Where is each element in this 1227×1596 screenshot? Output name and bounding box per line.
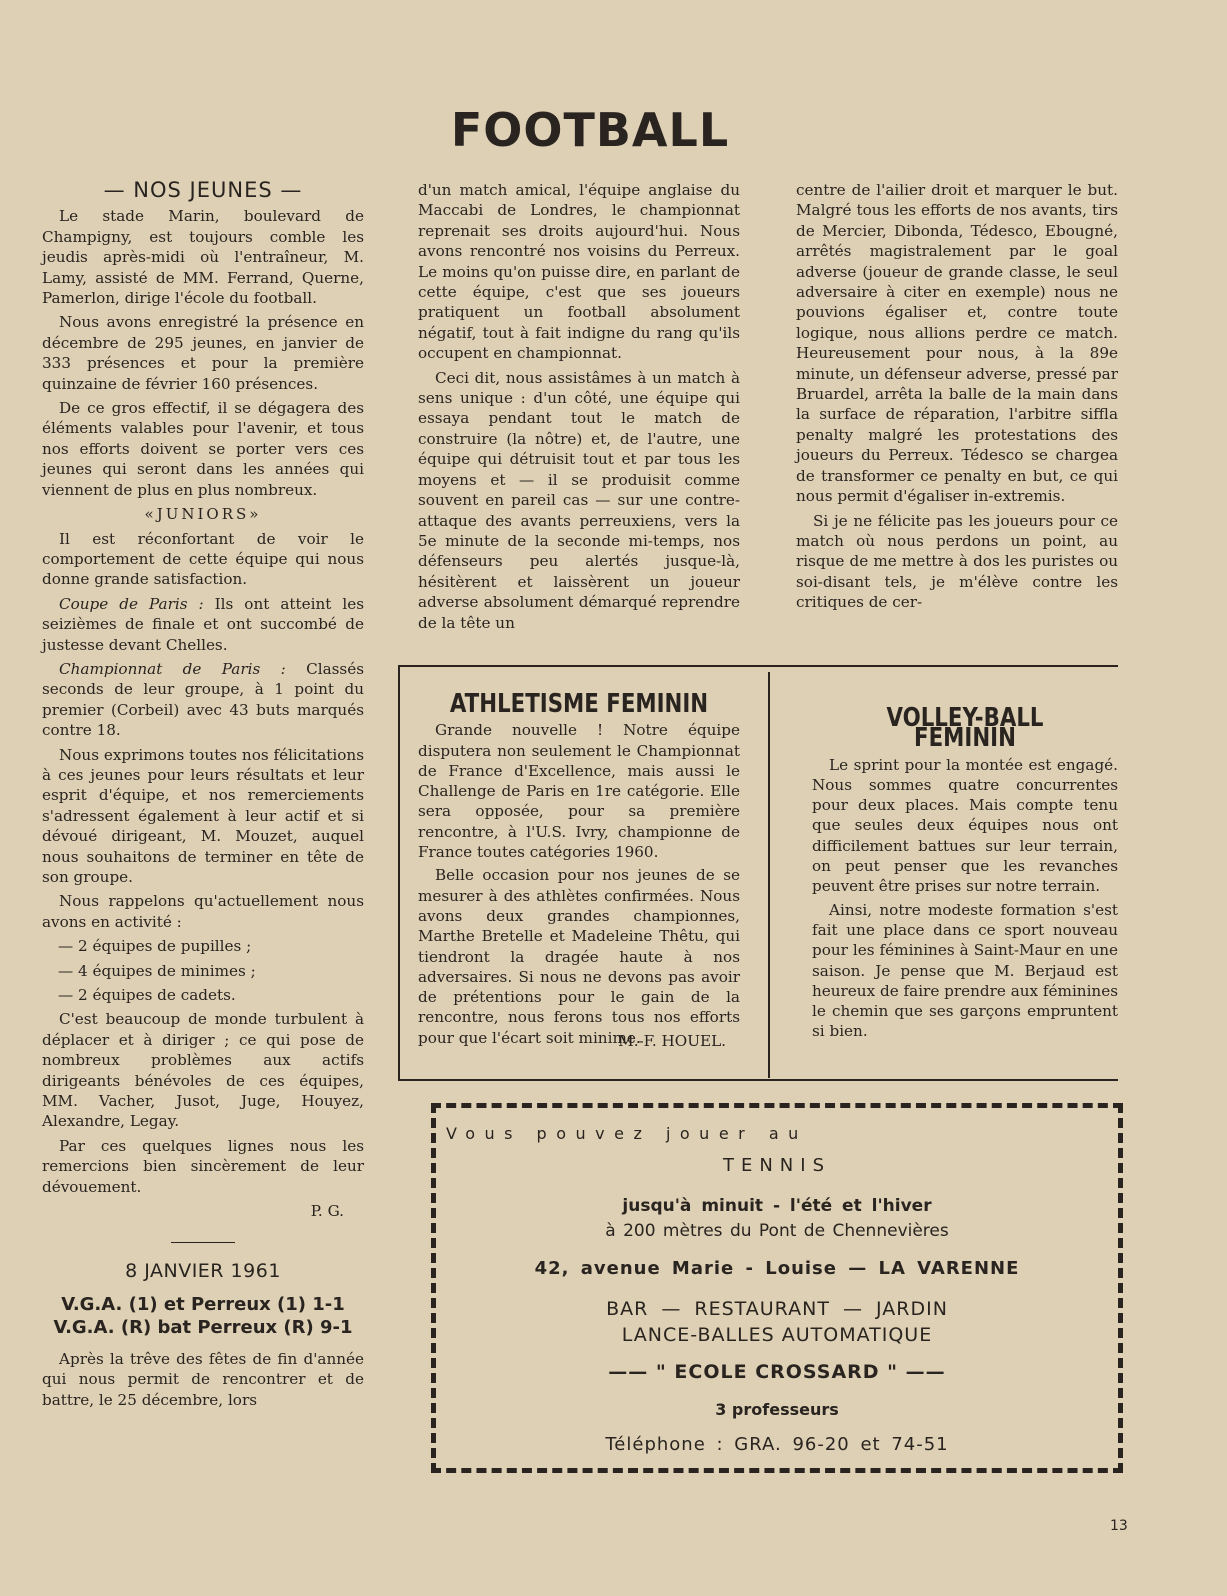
column-match-report xyxy=(418,180,740,637)
paragraph: centre de l'ailier droit et marquer le but. Malgré tous les efforts de nos avants, tirs de Mercier, Dibonda, Tédesco, Ebougné, arrêtés magistralement par le goal adverse (joueur de grande classe, le seul adversaire à citer en exemple) nous ne pouvions égaliser et, contre toute logique, nous allions perdre ce match. Heureusement pour nous, à la 89e minute, un défenseur adverse, pressé par Bruardel, arrêta la balle de la main dans la surface de réparation, l'arbitre siffla penalty malgré les protestations des joueurs du Perreux. Tédesco se chargea de transformer ce penalty en but, ce qui nous permit d'égaliser in-extremis. xyxy=(796,181,1118,506)
heading-volley-ball-feminin: VOLLEY-BALL FEMININ xyxy=(886,703,1044,754)
paragraph: Après la trêve des fêtes de fin d'année qui nous permit de rencontrer et de battre, le 25 décembre, lors xyxy=(42,1349,364,1409)
rule-bottom xyxy=(398,1079,1118,1081)
article-volley-ball-feminin xyxy=(812,703,1118,1045)
paragraph: Nous exprimons toutes nos félicitations à ces jeunes pour leurs résultats et leur esprit d'équipe, et nos remerciements s'adressent également à leur actif et si dévoué dirigeant, M. Mouzet, auquel nous souhaitons de terminer en tête de son groupe. xyxy=(42,745,364,886)
match-score-reserve: V.G.A. (R) bat Perreux (R) 9-1 xyxy=(53,1317,353,1339)
advertisement-tennis xyxy=(431,1103,1123,1473)
paragraph: Ainsi, notre modeste formation s'est fait une place dans ce sport nouveau pour les féminines à Saint-Maur en une saison. Je pense que M. Berjaud est heureux de faire prendre aux féminines le chemin que ses garçons empruntent si bien. xyxy=(812,900,1118,1041)
paragraph: Nous rappelons qu'actuellement nous avons en activité : xyxy=(42,892,364,931)
ad-line-lance-balles: LANCE-BALLES AUTOMATIQUE xyxy=(621,1324,933,1346)
rule-top xyxy=(398,665,1118,667)
paragraph-text: Classés seconds de leur groupe, à 1 point du premier (Corbeil) avec 43 buts marqués contre 18. xyxy=(42,659,364,740)
paragraph: Par ces quelques lignes nous les remercions bien sincèrement de leur dévouement. xyxy=(42,1136,364,1196)
match-date: 8 JANVIER 1961 xyxy=(125,1259,281,1282)
ad-line-tennis: TENNIS xyxy=(722,1155,832,1176)
column-match-report-continued xyxy=(796,180,1118,617)
signature-pg: P. G. xyxy=(310,1202,344,1221)
paragraph: Belle occasion pour nos jeunes de se mesurer à des athlètes confirmées. Nous avons deux grandes championnes, Marthe Bretelle et Madeleine Thêtu, qui tiendront la dragée haute à nos adversaires. Si nous ne devons pas avoir de prétentions pour le gain de la rencontre, nous ferons tous nos efforts pour que l'écart soit minime. xyxy=(418,866,740,1047)
column-nos-jeunes xyxy=(42,180,364,1414)
paragraph: Le sprint pour la montée est engagé. Nous sommes quatre concurrentes pour deux places. Mais compte tenu que seules deux équipes nous ont difficilement battues sur leur terrain, on peut penser que les revanches peuvent être prises sur notre terrain. xyxy=(812,755,1118,896)
paragraph: Il est réconfortant de voir le comportement de cette équipe qui nous donne grande satisfaction. xyxy=(42,529,364,589)
page-number: 13 xyxy=(1110,1518,1128,1534)
ad-line-intro: Vous pouvez jouer au xyxy=(446,1124,808,1143)
paragraph: Le stade Marin, boulevard de Champigny, est toujours comble les jeudis après-midi où l'entraîneur, M. Lamy, assisté de MM. Ferrand, Querne, Pamerlon, dirige l'école du football. xyxy=(42,207,364,308)
list-item: — 4 équipes de minimes ; xyxy=(58,961,256,980)
paragraph: Nous avons enregistré la présence en décembre de 295 jeunes, en janvier de 333 présences et pour la première quinzaine de février 160 présences. xyxy=(42,313,364,393)
heading-athletisme-feminin: ATHLETISME FEMININ xyxy=(449,689,709,719)
list-item: — 2 équipes de cadets. xyxy=(58,986,236,1005)
paragraph: d'un match amical, l'équipe anglaise du Maccabi de Londres, le championnat reprenait ses droits aujourd'hui. Nous avons rencontré nos voisins du Perreux. Le moins qu'on puisse dire, en parlant de cette équipe, c'est que ses joueurs pratiquent un football absolument négatif, tout à fait indigne du rang qu'ils occupent en championnat. xyxy=(418,181,740,363)
paragraph: De ce gros effectif, il se dégagera des éléments valables pour l'avenir, et tous nos efforts doivent se porter vers ces jeunes qui seront dans les années qui viennent de plus en plus nombreux. xyxy=(42,399,364,499)
label-coupe-de-paris: Coupe de Paris : xyxy=(59,594,204,613)
label-championnat-de-paris: Championnat de Paris : xyxy=(59,659,286,678)
page-title: FOOTBALL xyxy=(450,103,730,157)
ad-line-hours: jusqu'à minuit - l'été et l'hiver xyxy=(622,1196,932,1216)
paragraph: Grande nouvelle ! Notre équipe disputera non seulement le Championnat de France d'Excellence, mais aussi le Challenge de Paris en 1re catégorie. Elle sera opposée, pour sa première rencontre, à l'U.S. Ivry, championne de France toutes catégories 1960. xyxy=(418,721,740,862)
divider xyxy=(171,1242,235,1243)
paragraph-coupe xyxy=(42,594,364,655)
signature-houel: M.-F. HOUEL. xyxy=(618,1032,726,1051)
ad-line-telephone: Téléphone : GRA. 96-20 et 74-51 xyxy=(605,1434,949,1455)
paragraph: C'est beaucoup de monde turbulent à déplacer et à diriger ; ce qui pose de nombreux problèmes aux actifs dirigeants bénévoles de ces équipes, MM. Vacher, Jusot, Juge, Houyez, Alexandre, Legay. xyxy=(42,1010,364,1131)
ad-line-professeurs: 3 professeurs xyxy=(715,1400,839,1419)
paragraph-text: Ils ont atteint les seizièmes de finale et ont succombé de justesse devant Chelles. xyxy=(42,594,364,654)
rule-middle xyxy=(768,672,770,1078)
paragraph: Ceci dit, nous assistâmes à un match à sens unique : d'un côté, une équipe qui essaya pendant tout le match de construire (la nôtre) et, de l'autre, une équipe qui détruisit tout et par tous les moyens et — il se produisit comme souvent en pareil cas — sur une contre-attaque des avants perreuxiens, vers la 5e minute de la seconde mi-temps, nos défenseurs peu alertés jusque-là, hésitèrent et laissèrent un joueur adverse absolument démarqué reprendre de la tête un xyxy=(418,368,740,632)
paragraph: Si je ne félicite pas les joueurs pour ce match où nous perdons un point, au risque de me mettre à dos les puristes ou soi-disant tels, je m'élève contre les critiques de cer- xyxy=(796,511,1118,612)
section-heading-nos-jeunes: — NOS JEUNES — xyxy=(103,178,303,202)
rule-left xyxy=(398,665,400,1080)
list-item: — 2 équipes de pupilles ; xyxy=(58,937,252,956)
ad-line-amenities: BAR — RESTAURANT — JARDIN xyxy=(606,1298,948,1320)
article-athletisme-feminin xyxy=(418,689,740,1051)
ad-line-ecole: —— " ECOLE CROSSARD " —— xyxy=(608,1361,946,1383)
match-score-first-team: V.G.A. (1) et Perreux (1) 1-1 xyxy=(61,1293,345,1315)
paragraph-championnat xyxy=(42,659,364,741)
ad-line-address: 42, avenue Marie - Louise — LA VARENNE xyxy=(534,1258,1020,1279)
ad-line-location: à 200 mètres du Pont de Chennevières xyxy=(605,1221,949,1241)
subheading-juniors: «JUNIORS» xyxy=(144,505,262,524)
